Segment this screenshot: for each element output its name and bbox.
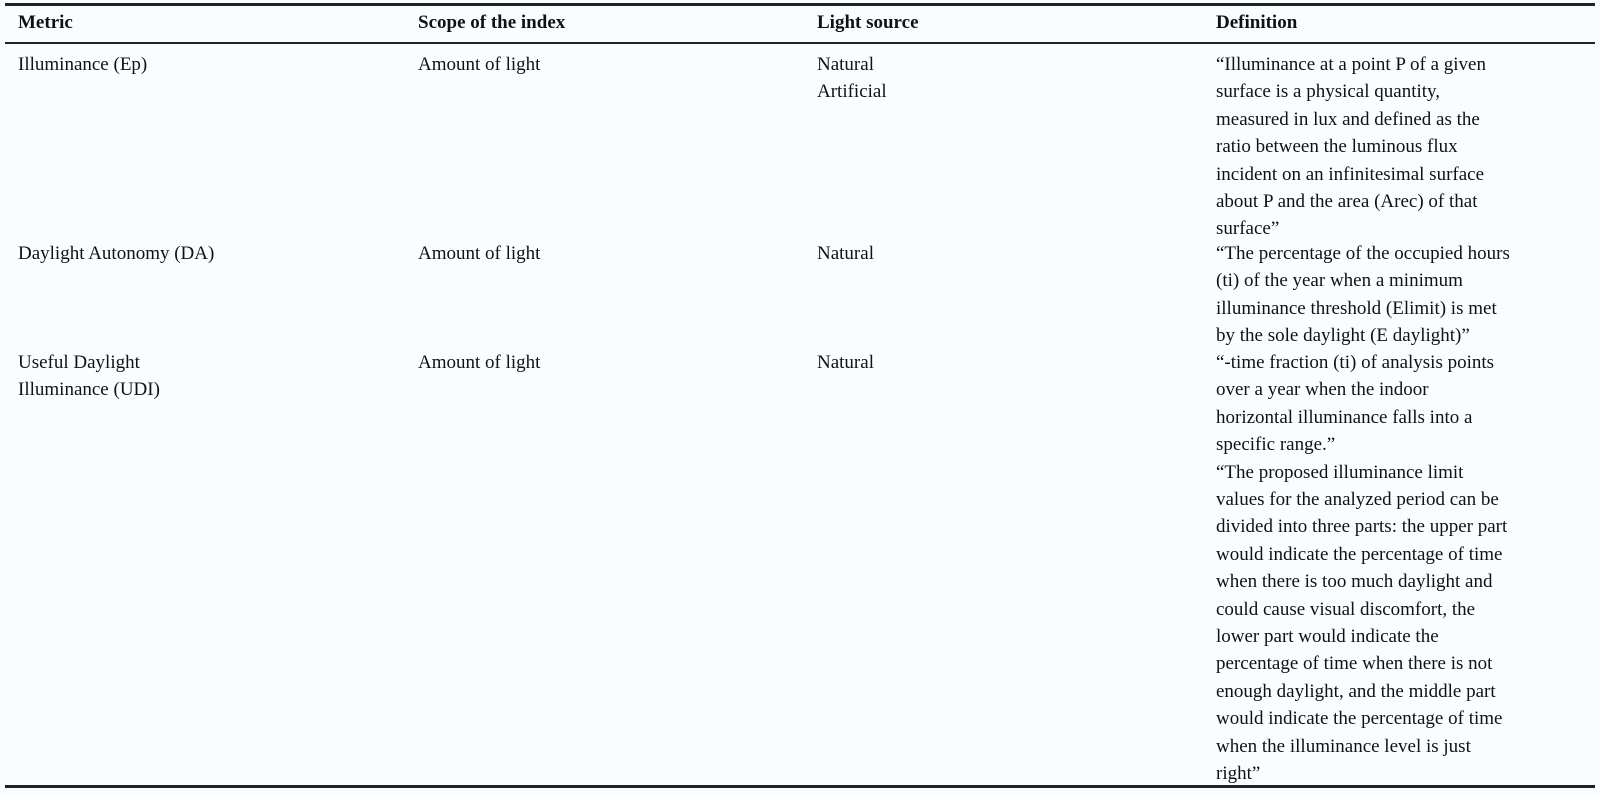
header-rule bbox=[5, 42, 1595, 44]
row1-definition-line: incident on an infinitesimal surface bbox=[1216, 163, 1485, 185]
row3-definition-line: when the illuminance level is just bbox=[1216, 735, 1471, 757]
row2-definition-line: “The percentage of the occupied hours bbox=[1216, 243, 1510, 264]
row2-scope: Amount of light bbox=[418, 243, 541, 264]
row2-source-line: Natural bbox=[817, 243, 874, 264]
row3-definition-line: over a year when the indoor bbox=[1216, 379, 1429, 401]
row1-source-line: Natural bbox=[817, 54, 874, 75]
row3-definition-line: would indicate the percentage of time bbox=[1216, 708, 1503, 730]
row3-light-source bbox=[817, 349, 1187, 376]
row1-definition-line: about P and the area (Arec) of that bbox=[1216, 191, 1478, 213]
header-scope: Scope of the index bbox=[418, 12, 566, 33]
row2-definition-line: by the sole daylight (E daylight)” bbox=[1216, 325, 1470, 347]
header-definition: Definition bbox=[1216, 12, 1298, 33]
row3-definition-line: “The proposed illuminance limit bbox=[1216, 461, 1464, 483]
row3-definition-line: divided into three parts: the upper part bbox=[1216, 516, 1508, 538]
row1-definition-line: “Illuminance at a point P of a given bbox=[1216, 54, 1486, 75]
row2-metric-line: Daylight Autonomy (DA) bbox=[18, 243, 215, 264]
row3-source-line: Natural bbox=[817, 352, 874, 373]
row1-definition-line: surface” bbox=[1216, 218, 1280, 240]
row3-definition-line: percentage of time when there is not bbox=[1216, 653, 1493, 675]
row1-source-line: Artificial bbox=[817, 81, 887, 103]
row1-metric bbox=[18, 51, 388, 78]
row3-definition-line: specific range.” bbox=[1216, 434, 1336, 456]
row2-definition-line: (ti) of the year when a minimum bbox=[1216, 270, 1463, 292]
row1-scope: Amount of light bbox=[418, 54, 541, 75]
row3-definition-line: when there is too much daylight and bbox=[1216, 571, 1493, 593]
row1-light-source bbox=[817, 51, 1187, 106]
row3-scope: Amount of light bbox=[418, 352, 541, 373]
row2-definition-line: illuminance threshold (Elimit) is met bbox=[1216, 297, 1497, 319]
row3-definition-line: values for the analyzed period can be bbox=[1216, 489, 1499, 511]
table-bottom-rule bbox=[5, 785, 1595, 788]
row3-definition-line: horizontal illuminance falls into a bbox=[1216, 406, 1473, 428]
table-top-rule bbox=[5, 3, 1595, 6]
row3-definition bbox=[1216, 349, 1596, 788]
row2-metric bbox=[18, 240, 388, 267]
row2-definition bbox=[1216, 240, 1596, 350]
row3-metric-line: Illuminance (UDI) bbox=[18, 379, 160, 401]
header-metric: Metric bbox=[18, 12, 73, 33]
row1-definition-line: ratio between the luminous flux bbox=[1216, 136, 1458, 158]
row3-metric-line: Useful Daylight bbox=[18, 352, 140, 373]
row3-definition-line: right” bbox=[1216, 763, 1261, 785]
row3-metric bbox=[18, 349, 388, 404]
row3-definition-line: lower part would indicate the bbox=[1216, 626, 1439, 648]
row1-metric-line: Illuminance (Ep) bbox=[18, 54, 148, 75]
row3-definition-line: could cause visual discomfort, the bbox=[1216, 598, 1476, 620]
row1-definition-line: measured in lux and defined as the bbox=[1216, 108, 1480, 130]
row1-definition-line: surface is a physical quantity, bbox=[1216, 81, 1441, 103]
row3-definition-line: would indicate the percentage of time bbox=[1216, 543, 1503, 565]
header-light-source: Light source bbox=[817, 12, 919, 33]
row2-light-source bbox=[817, 240, 1187, 267]
row1-definition bbox=[1216, 51, 1596, 243]
row3-definition-line: “-time fraction (ti) of analysis points bbox=[1216, 352, 1495, 373]
row3-definition-line: enough daylight, and the middle part bbox=[1216, 680, 1496, 702]
